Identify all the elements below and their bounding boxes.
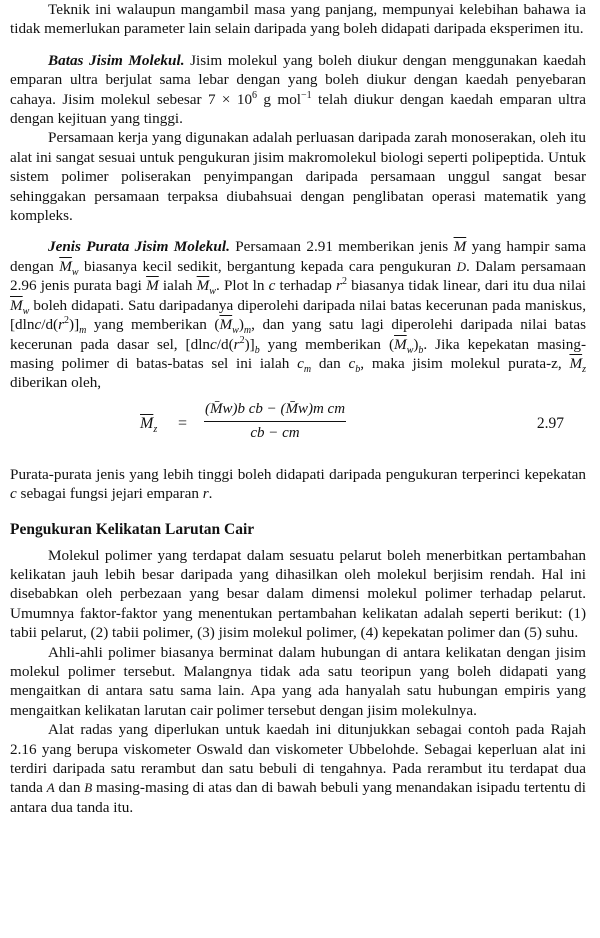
paragraph-viscosity-intro: Molekul polimer yang terdapat dalam sesuatu pelarut boleh menerbitkan pertambahan kelikatan jauh lebih besar daripada yang dihasilkan oleh molekul berjisim rendah. Hal ini disebabkan oleh perbezaan yang besar dalam dimensi molekul polimer terhadap pelarut. Umumnya faktor-faktor yang menentukan pertambahan kelikatan adalah seperti berikut: (1) tabii pelarut, (2) tabii polimer, (3) jisim molekul polimer, (4) kepekatan polimer dan (5) suhu. xyxy=(10,546,586,642)
paragraph-mass-limit: Batas Jisim Molekul. Jisim molekul yang boleh diukur dengan menggunakan kaedah emparan ultra berjulat sama lebar dengan yang boleh diukur dengan kaedah penyebaran cahaya. Jisim molekul sebesar $7 \times 10^6$ g mol$^{-1}$ telah diukur dengan kaedah emparan ultra dengan kejituan yang tinggi. xyxy=(10,51,586,128)
section-heading: Pengukuran Kelikatan Larutan Cair xyxy=(10,520,255,538)
paragraph-empirical-relation: Ahli-ahli polimer biasanya berminat dalam hubungan di antara kelikatan dengan jisim molekul polimer tersebut. Malangnya tidak ada satu teoripun yang boleh didapati yang mengaitkan di antara satu sama lain. Apa yang ada hanyalah satu hubungan empiris yang mengaitkan kelikatan larutan cair polimer tersebut dengan jisim molekulnya. xyxy=(10,643,586,719)
paragraph-average-types: Jenis Purata Jisim Molekul. Persamaan 2.91 memberikan jenis $\overline{M}$ yang hampir sama dengan $\overline{M}_w$ biasanya kecil sedikit, bergantung kepada cara pengukuran D. Dalam persamaan 2.96 jenis purata bagi $\overline{M}$ ialah $\overline{M}_w$. Plot ln c terhadap $r^2$ biasanya tidak linear, dari itu dua nilai $\overline{M}_w$ boleh didapati. Satu daripadanya diperolehi daripada nilai batas kecerunan pada maniskus, $[dlnc/d(r^2)]_m$ yang memberikan $(\overline{M}_w)_m$, dan yang satu lagi diperolehi daripada nilai batas kecerunan pada dasar sel, $[dlnc/d(r^2)]_b$ yang memberikan $(\overline{M}_w)_b$. Jika kepekatan masing-masing polimer di batas-batas sel ini ialah $c_m$ dan $c_b$, maka jisim molekul purata-z, $\overline{M}_z$ diberikan oleh, xyxy=(10,238,587,392)
run-in-heading-mass-limit: Batas Jisim Molekul. xyxy=(48,51,185,69)
equation-lhs: $\overline{M}_z$ xyxy=(140,414,158,435)
equation-equals: = xyxy=(178,414,188,432)
equation-2-97 xyxy=(10,401,586,461)
paragraph-higher-averages: Purata-purata jenis yang lebih tinggi boleh didapati daripada pengukuran terperinci kepekatan c sebagai fungsi jejari emparan r. xyxy=(10,465,586,503)
paragraph-apparatus: Alat radas yang diperlukan untuk kaedah ini ditunjukkan sebagai contoh pada Rajah 2.16 yang berupa viskometer Oswald dan viskometer Ubbelohde. Sebagai keperluan alat ini terdiri daripada satu rerambut dan satu bebuli di tengahnya. Pada rerambut itu terdapat dua tanda A dan B masing-masing di atas dan di bawah bebuli yang menandakan isipadu tertentu di antara dua tanda itu. xyxy=(10,721,586,816)
run-in-heading-average-types: Jenis Purata Jisim Molekul. xyxy=(48,238,230,256)
equation-denominator: cb − cm xyxy=(250,424,300,441)
paragraph-working-equation: Persamaan kerja yang digunakan adalah perluasan daripada zarah monoserakan, oleh itu alat ini sangat sesuai untuk pengukuran jisim makromolekul biologi seperti polipeptida. Untuk sistem polimer poliserakan penyimpangan daripada persamaan unggul sangat besar sehinggakan persamaan terpaksa diubahsuai dengan penglibatan operasi matematik yang kompleks. xyxy=(10,129,586,225)
equation-numerator: (M̄w)b cb − (M̄w)m cm xyxy=(204,400,346,417)
paragraph-1: Teknik ini walaupun mangambil masa yang panjang, mempunyai kelebihan bahawa ia tidak memerlukan parameter lain selain daripada yang boleh didapati daripada eksperimen itu. xyxy=(10,1,586,38)
equation-fraction xyxy=(200,401,350,442)
equation-number: 2.97 xyxy=(536,414,564,432)
